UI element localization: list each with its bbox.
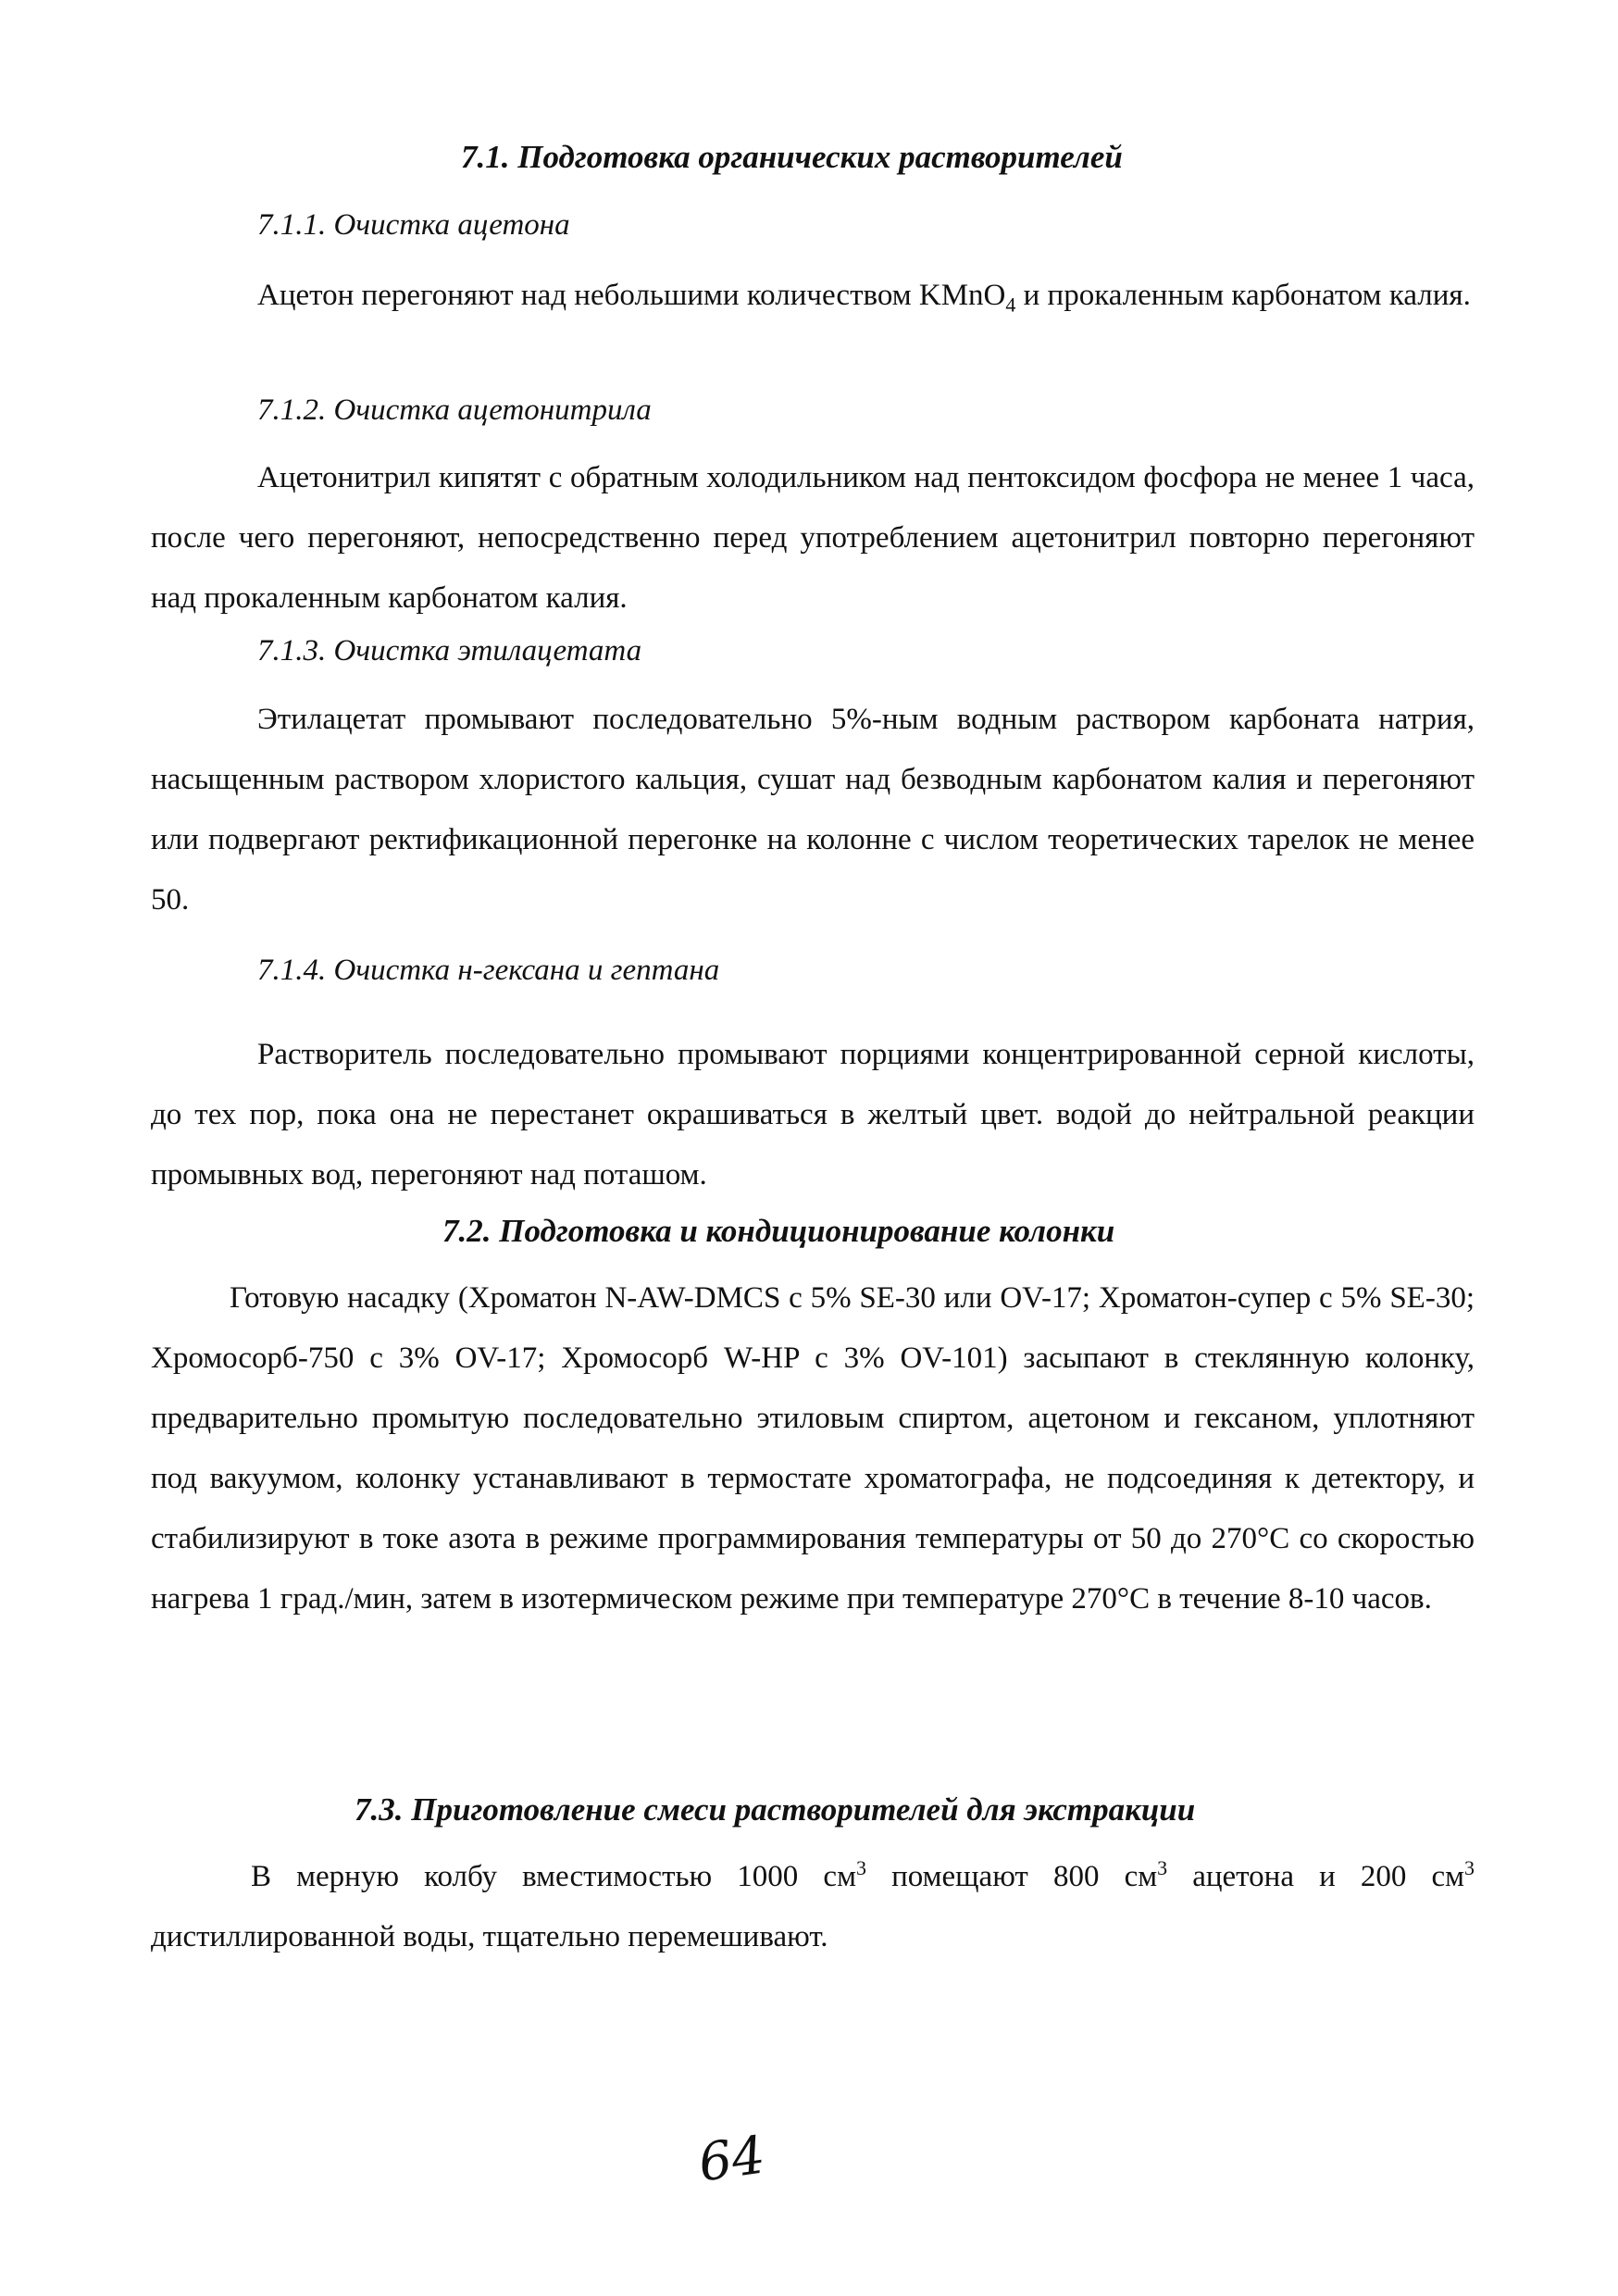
section-heading-7-3: 7.3. Приготовление смеси растворителей для экстракции <box>355 1791 1196 1828</box>
subheading-7-1-4: 7.1.4. Очистка н-гексана и гептана <box>257 954 720 987</box>
section-heading-7-1: 7.1. Подготовка органических растворителей <box>461 139 1123 175</box>
paragraph-solvent-mixture <box>151 1847 1475 1967</box>
superscript-3-a: 3 <box>855 1856 866 1879</box>
superscript-3-b: 3 <box>1157 1856 1168 1879</box>
paragraph-mixture-part3: ацетона и 200 см <box>1167 1860 1465 1893</box>
section-heading-7-2: 7.2. Подготовка и кондиционирование колонки <box>442 1213 1115 1249</box>
subscript-4: 4 <box>1005 293 1016 317</box>
subheading-7-1-3: 7.1.3. Очистка этилацетата <box>257 634 642 668</box>
paragraph-mixture-part4: дистиллированной воды, тщательно перемешивают. <box>151 1920 828 1953</box>
paragraph-ethyl-acetate: Этилацетат промывают последовательно 5%-ным водным раствором карбоната натрия, насыщенным раствором хлористого кальция, сушат над безводным карбонатом калия и перегоняют или подвергают ректификационной перегонке на колонне с числом теоретических тарелок не менее 50. <box>151 703 1475 917</box>
subheading-7-1-1: 7.1.1. Очистка ацетона <box>257 208 570 242</box>
superscript-3-c: 3 <box>1464 1856 1475 1879</box>
handwritten-page-number: 64 <box>694 2125 769 2194</box>
subheading-7-1-2: 7.1.2. Очистка ацетонитрила <box>257 393 652 427</box>
paragraph-acetone-part1: Ацетон перегоняют над небольшими количеством KMnO <box>257 279 1006 312</box>
paragraph-mixture-part1: В мерную колбу вместимостью 1000 см <box>251 1860 856 1893</box>
paragraph-acetonitrile: Ацетонитрил кипятят с обратным холодильником над пентоксидом фосфора не менее 1 часа, после чего перегоняют, непосредственно перед употреблением ацетонитрил повторно перегоняют над прокаленным карбонатом калия. <box>151 461 1475 615</box>
paragraph-acetone <box>151 266 1475 326</box>
paragraph-column-conditioning: Готовую насадку (Хроматон N-AW-DMCS с 5% SE-30 или OV-17; Хроматон-супер с 5% SE-30; Хромосорб-750 с 3% OV-17; Хромосорб W-HP с 3% OV-101) засыпают в стеклянную колонку, предварительно промытую последовательно этиловым спиртом, ацетоном и гексаном, уплотняют под вакуумом, колонку устанавливают в термостате хроматографа, не подсоединяя к детектору, и стабилизируют в токе азота в режиме программирования температуры от 50 до 270°С со скоростью нагрева 1 град./мин, затем в изотермическом режиме при температуре 270°С в течение 8-10 часов. <box>151 1281 1475 1616</box>
paragraph-hexane: Растворитель последовательно промывают порциями концентрированной серной кислоты, до тех пор, пока она не перестанет окрашиваться в желтый цвет. водой до нейтральной реакции промывных вод, перегоняют над поташом. <box>151 1038 1475 1192</box>
paragraph-acetone-part2: и прокаленным карбонатом калия. <box>1015 279 1471 312</box>
paragraph-mixture-part2: помещают 800 см <box>865 1860 1158 1893</box>
